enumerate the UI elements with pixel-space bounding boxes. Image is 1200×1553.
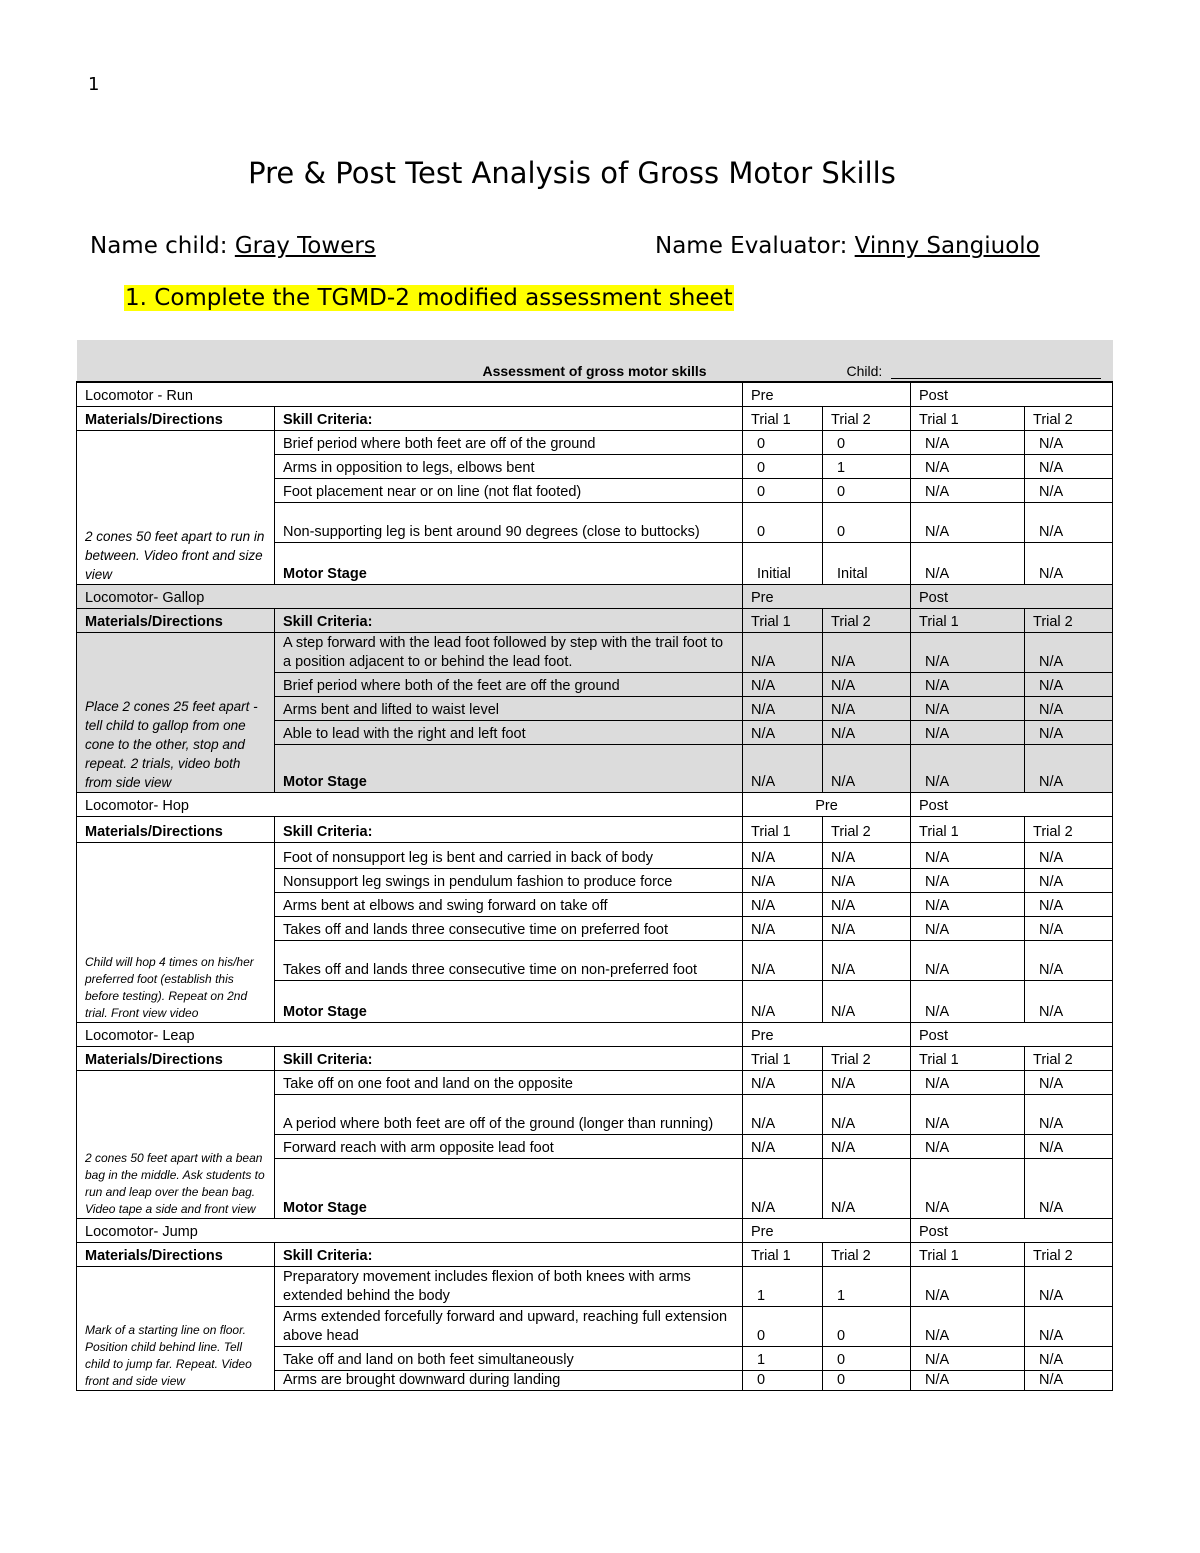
skill-criterion-text: Brief period where both of the feet are off the ground <box>275 672 743 696</box>
score-cell: N/A <box>1025 842 1113 868</box>
score-cell: N/A <box>743 1134 823 1158</box>
score-cell: N/A <box>1025 940 1113 980</box>
post-trial-1-label: Trial 1 <box>911 1046 1025 1070</box>
materials-directions-text: Place 2 cones 25 feet apart - tell child to gallop from one cone to the other, stop and repeat. 2 trials, video both from side view <box>77 632 275 792</box>
score-cell: N/A <box>1025 478 1113 502</box>
table-header-row <box>77 340 1113 382</box>
score-cell: N/A <box>743 916 823 940</box>
post-trial-1-label: Trial 1 <box>911 608 1025 632</box>
skill-criterion-text: Arms extended forcefully forward and upward, reaching full extension above head <box>275 1306 743 1346</box>
score-cell: N/A <box>1025 1070 1113 1094</box>
skill-criterion-text: Foot of nonsupport leg is bent and carried in back of body <box>275 842 743 868</box>
score-cell: N/A <box>911 454 1025 478</box>
score-cell: N/A <box>1025 1306 1113 1346</box>
materials-directions-label: Materials/Directions <box>77 1046 275 1070</box>
score-cell: N/A <box>1025 430 1113 454</box>
score-cell: 0 <box>743 478 823 502</box>
score-cell: N/A <box>911 430 1025 454</box>
skill-criterion-text: A period where both feet are off of the ground (longer than running) <box>275 1094 743 1134</box>
motor-stage-cell: N/A <box>911 744 1025 792</box>
score-cell: N/A <box>823 632 911 672</box>
section-title-row <box>77 1022 1113 1046</box>
skill-criterion-text: Forward reach with arm opposite lead foot <box>275 1134 743 1158</box>
score-cell: 0 <box>743 454 823 478</box>
skill-criterion-text: Brief period where both feet are off of the ground <box>275 430 743 454</box>
pre-trial-1-label: Trial 1 <box>743 406 823 430</box>
motor-stage-cell: N/A <box>823 744 911 792</box>
score-cell: N/A <box>911 696 1025 720</box>
score-cell: N/A <box>911 1094 1025 1134</box>
pre-label: Pre <box>743 584 911 608</box>
score-cell: N/A <box>743 842 823 868</box>
motor-stage-cell: N/A <box>823 980 911 1022</box>
evaluator-name-value: Vinny Sangiuolo <box>854 233 1040 259</box>
criterion-row <box>77 1266 1113 1306</box>
skill-criterion-text: Foot placement near or on line (not flat footed) <box>275 478 743 502</box>
score-cell: N/A <box>1025 1134 1113 1158</box>
score-cell: N/A <box>911 868 1025 892</box>
motor-stage-cell: N/A <box>743 980 823 1022</box>
score-cell: N/A <box>911 478 1025 502</box>
section-name: Locomotor- Jump <box>77 1218 743 1242</box>
section-subheader-row <box>77 816 1113 842</box>
child-name-value: Gray Towers <box>234 233 376 259</box>
skill-criterion-text: Takes off and lands three consecutive time on preferred foot <box>275 916 743 940</box>
score-cell: N/A <box>911 1134 1025 1158</box>
pre-trial-2-label: Trial 2 <box>823 1046 911 1070</box>
score-cell: N/A <box>911 1306 1025 1346</box>
criterion-row <box>77 1070 1113 1094</box>
score-cell: N/A <box>823 1134 911 1158</box>
score-cell: N/A <box>911 1266 1025 1306</box>
post-trial-1-label: Trial 1 <box>911 1242 1025 1266</box>
post-trial-2-label: Trial 2 <box>1025 608 1113 632</box>
score-cell: N/A <box>823 842 911 868</box>
score-cell: N/A <box>823 940 911 980</box>
score-cell: N/A <box>1025 1370 1113 1390</box>
post-trial-2-label: Trial 2 <box>1025 1242 1113 1266</box>
score-cell: N/A <box>743 632 823 672</box>
pre-trial-2-label: Trial 2 <box>823 816 911 842</box>
pre-trial-2-label: Trial 2 <box>823 406 911 430</box>
motor-stage-label: Motor Stage <box>275 1158 743 1218</box>
materials-directions-label: Materials/Directions <box>77 608 275 632</box>
section-title-row <box>77 1218 1113 1242</box>
section-subheader-row <box>77 608 1113 632</box>
evaluator-name-label: Name Evaluator: <box>655 233 848 259</box>
materials-directions-label: Materials/Directions <box>77 406 275 430</box>
skill-criterion-text: Arms in opposition to legs, elbows bent <box>275 454 743 478</box>
score-cell: 0 <box>823 478 911 502</box>
score-cell: N/A <box>911 916 1025 940</box>
skill-criterion-text: Arms bent and lifted to waist level <box>275 696 743 720</box>
skill-criterion-text: Non-supporting leg is bent around 90 degrees (close to buttocks) <box>275 502 743 542</box>
motor-stage-label: Motor Stage <box>275 744 743 792</box>
motor-stage-cell: N/A <box>1025 744 1113 792</box>
page-number: 1 <box>88 74 100 95</box>
motor-stage-cell: N/A <box>1025 542 1113 584</box>
score-cell: N/A <box>823 1070 911 1094</box>
materials-directions-text: 2 cones 50 feet apart with a bean bag in the middle. Ask students to run and leap over the bean bag. Video tape a side and front view <box>77 1070 275 1218</box>
score-cell: 0 <box>823 1346 911 1370</box>
post-label: Post <box>911 584 1113 608</box>
motor-stage-cell: Inital <box>823 542 911 584</box>
score-cell: N/A <box>911 1346 1025 1370</box>
criterion-row <box>77 430 1113 454</box>
motor-stage-label: Motor Stage <box>275 542 743 584</box>
score-cell: N/A <box>911 632 1025 672</box>
pre-label: Pre <box>743 1022 911 1046</box>
score-cell: 0 <box>743 1306 823 1346</box>
motor-stage-cell: Initial <box>743 542 823 584</box>
score-cell: N/A <box>911 502 1025 542</box>
step-instruction: 1. Complete the TGMD-2 modified assessment sheet <box>125 285 733 311</box>
skill-criterion-text: Able to lead with the right and left foot <box>275 720 743 744</box>
child-name-line <box>90 233 376 259</box>
post-label: Post <box>911 792 1113 816</box>
score-cell: N/A <box>823 868 911 892</box>
materials-directions-label: Materials/Directions <box>77 816 275 842</box>
score-cell: 0 <box>823 1306 911 1346</box>
criterion-row <box>77 632 1113 672</box>
pre-trial-1-label: Trial 1 <box>743 816 823 842</box>
child-blank-line <box>891 378 1101 379</box>
pre-label: Pre <box>743 1218 911 1242</box>
post-trial-1-label: Trial 1 <box>911 406 1025 430</box>
materials-directions-label: Materials/Directions <box>77 1242 275 1266</box>
score-cell: N/A <box>911 720 1025 744</box>
score-cell: N/A <box>823 916 911 940</box>
child-name-label: Name child: <box>90 233 228 259</box>
post-label: Post <box>911 1022 1113 1046</box>
score-cell: N/A <box>1025 916 1113 940</box>
skill-criterion-text: Takes off and lands three consecutive time on non-preferred foot <box>275 940 743 980</box>
score-cell: N/A <box>911 1070 1025 1094</box>
motor-stage-cell: N/A <box>1025 980 1113 1022</box>
materials-directions-text: Child will hop 4 times on his/her preferred foot (establish this before testing). Repeat on 2nd trial. Front view video <box>77 842 275 1022</box>
table-header-child-label: Child: <box>846 363 883 379</box>
skill-criterion-text: Take off on one foot and land on the opposite <box>275 1070 743 1094</box>
score-cell: N/A <box>1025 632 1113 672</box>
score-cell: N/A <box>911 1370 1025 1390</box>
score-cell: N/A <box>1025 672 1113 696</box>
skill-criterion-text: Arms are brought downward during landing <box>275 1370 743 1390</box>
post-trial-2-label: Trial 2 <box>1025 1046 1113 1070</box>
score-cell: 0 <box>823 1370 911 1390</box>
score-cell: 1 <box>743 1346 823 1370</box>
score-cell: N/A <box>823 696 911 720</box>
score-cell: 0 <box>743 1370 823 1390</box>
section-title-row <box>77 382 1113 406</box>
score-cell: N/A <box>1025 720 1113 744</box>
motor-stage-cell: N/A <box>743 1158 823 1218</box>
section-name: Locomotor - Run <box>77 382 743 406</box>
skill-criteria-label: Skill Criteria: <box>275 816 743 842</box>
score-cell: N/A <box>1025 868 1113 892</box>
motor-stage-label: Motor Stage <box>275 980 743 1022</box>
post-label: Post <box>911 382 1113 406</box>
skill-criteria-label: Skill Criteria: <box>275 1242 743 1266</box>
skill-criteria-label: Skill Criteria: <box>275 406 743 430</box>
score-cell: N/A <box>823 1094 911 1134</box>
skill-criteria-label: Skill Criteria: <box>275 1046 743 1070</box>
score-cell: N/A <box>1025 1094 1113 1134</box>
section-subheader-row <box>77 406 1113 430</box>
pre-label: Pre <box>743 792 911 816</box>
score-cell: N/A <box>911 940 1025 980</box>
criterion-row <box>77 842 1113 868</box>
score-cell: N/A <box>1025 502 1113 542</box>
score-cell: N/A <box>911 672 1025 696</box>
motor-stage-cell: N/A <box>911 980 1025 1022</box>
score-cell: N/A <box>743 1094 823 1134</box>
pre-label: Pre <box>743 382 911 406</box>
skill-criterion-text: Preparatory movement includes flexion of both knees with arms extended behind the body <box>275 1266 743 1306</box>
score-cell: N/A <box>743 940 823 980</box>
page-title: Pre & Post Test Analysis of Gross Motor Skills <box>248 156 896 190</box>
score-cell: N/A <box>743 696 823 720</box>
motor-stage-cell: N/A <box>743 744 823 792</box>
section-title-row <box>77 792 1113 816</box>
pre-trial-2-label: Trial 2 <box>823 608 911 632</box>
score-cell: N/A <box>911 892 1025 916</box>
score-cell: N/A <box>823 720 911 744</box>
score-cell: N/A <box>743 1070 823 1094</box>
score-cell: N/A <box>1025 454 1113 478</box>
motor-stage-cell: N/A <box>911 542 1025 584</box>
score-cell: N/A <box>823 672 911 696</box>
pre-trial-1-label: Trial 1 <box>743 608 823 632</box>
score-cell: 0 <box>743 430 823 454</box>
score-cell: N/A <box>743 720 823 744</box>
motor-stage-cell: N/A <box>1025 1158 1113 1218</box>
assessment-table <box>76 340 1113 1391</box>
pre-trial-2-label: Trial 2 <box>823 1242 911 1266</box>
score-cell: 1 <box>823 454 911 478</box>
pre-trial-1-label: Trial 1 <box>743 1242 823 1266</box>
score-cell: N/A <box>1025 1266 1113 1306</box>
post-label: Post <box>911 1218 1113 1242</box>
section-name: Locomotor- Hop <box>77 792 743 816</box>
skill-criterion-text: Arms bent at elbows and swing forward on take off <box>275 892 743 916</box>
post-trial-2-label: Trial 2 <box>1025 406 1113 430</box>
score-cell: N/A <box>743 868 823 892</box>
score-cell: N/A <box>1025 696 1113 720</box>
skill-criterion-text: A step forward with the lead foot followed by step with the trail foot to a position adjacent to or behind the lead foot. <box>275 632 743 672</box>
table-header <box>77 340 1113 382</box>
section-title-row <box>77 584 1113 608</box>
score-cell: N/A <box>911 842 1025 868</box>
motor-stage-cell: N/A <box>823 1158 911 1218</box>
section-name: Locomotor- Gallop <box>77 584 743 608</box>
score-cell: 1 <box>823 1266 911 1306</box>
evaluator-name-line <box>655 233 1040 259</box>
materials-directions-text: Mark of a starting line on floor. Position child behind line. Tell child to jump far. Repeat. Video front and side view <box>77 1266 275 1390</box>
motor-stage-cell: N/A <box>911 1158 1025 1218</box>
skill-criteria-label: Skill Criteria: <box>275 608 743 632</box>
score-cell: N/A <box>743 672 823 696</box>
score-cell: 0 <box>823 502 911 542</box>
score-cell: N/A <box>1025 1346 1113 1370</box>
pre-trial-1-label: Trial 1 <box>743 1046 823 1070</box>
skill-criterion-text: Take off and land on both feet simultaneously <box>275 1346 743 1370</box>
section-subheader-row <box>77 1046 1113 1070</box>
section-name: Locomotor- Leap <box>77 1022 743 1046</box>
table-header-title: Assessment of gross motor skills <box>482 363 707 379</box>
score-cell: N/A <box>743 892 823 916</box>
score-cell: N/A <box>1025 892 1113 916</box>
post-trial-1-label: Trial 1 <box>911 816 1025 842</box>
materials-directions-text: 2 cones 50 feet apart to run in between. Video front and size view <box>77 430 275 584</box>
post-trial-2-label: Trial 2 <box>1025 816 1113 842</box>
score-cell: 1 <box>743 1266 823 1306</box>
skill-criterion-text: Nonsupport leg swings in pendulum fashion to produce force <box>275 868 743 892</box>
score-cell: 0 <box>823 430 911 454</box>
score-cell: N/A <box>823 892 911 916</box>
score-cell: 0 <box>743 502 823 542</box>
section-subheader-row <box>77 1242 1113 1266</box>
